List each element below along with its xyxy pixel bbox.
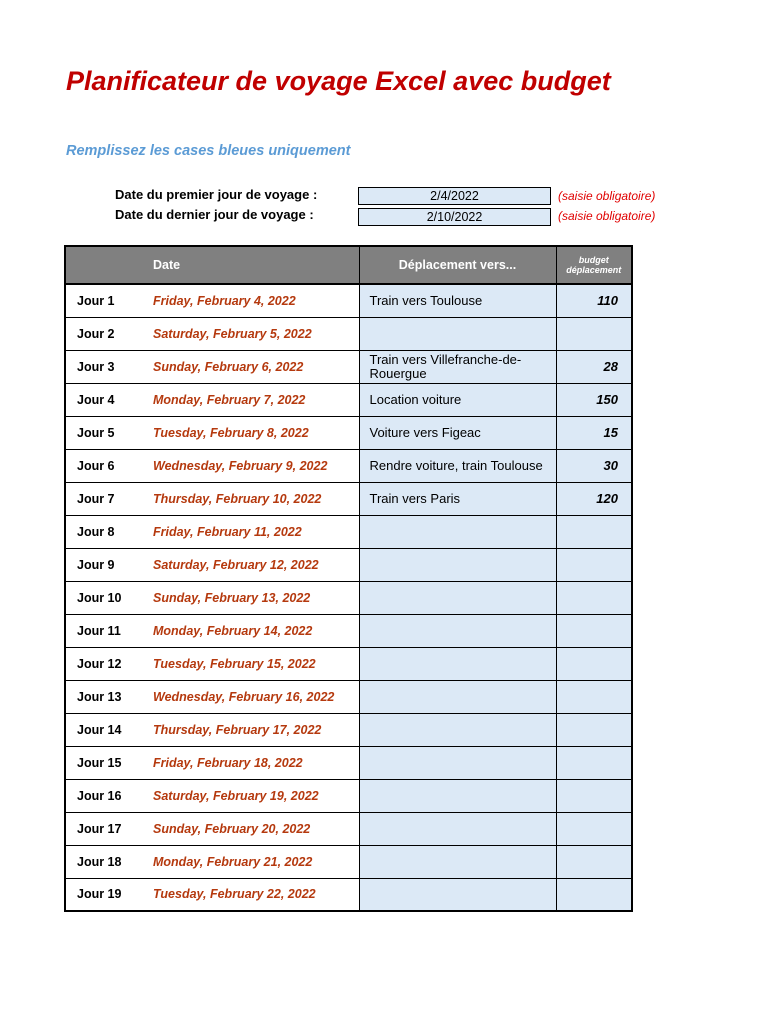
day-date-cell: [65, 284, 359, 317]
day-date: Tuesday, February 8, 2022: [153, 425, 309, 440]
day-date: Friday, February 18, 2022: [153, 755, 303, 770]
deplacement-input-cell[interactable]: Rendre voiture, train Toulouse: [359, 449, 556, 482]
end-date-input[interactable]: 2/10/2022: [358, 208, 551, 226]
budget-input-cell[interactable]: [556, 779, 632, 812]
day-date-cell: [65, 350, 359, 383]
day-date: Friday, February 11, 2022: [153, 524, 302, 539]
table-row: [65, 515, 632, 548]
day-date: Monday, February 14, 2022: [153, 623, 313, 638]
page-title: Planificateur de voyage Excel avec budget: [66, 66, 611, 96]
start-date-required-note: (saisie obligatoire): [558, 189, 656, 203]
day-number: Jour 11: [77, 623, 121, 638]
day-number: Jour 6: [77, 458, 115, 473]
day-date: Thursday, February 10, 2022: [153, 491, 322, 506]
budget-input-cell[interactable]: [556, 713, 632, 746]
table-row: [65, 317, 632, 350]
instructions-subtitle: Remplissez les cases bleues uniquement: [66, 143, 351, 159]
deplacement-input-cell[interactable]: Train vers Villefranche-de-Rouergue: [359, 350, 556, 383]
day-date: Friday, February 4, 2022: [153, 293, 296, 308]
day-number: Jour 1: [77, 293, 115, 308]
day-date: Monday, February 7, 2022: [153, 392, 306, 407]
deplacement-input-cell[interactable]: [359, 317, 556, 350]
day-date: Saturday, February 12, 2022: [153, 557, 319, 572]
table-row: [65, 845, 632, 878]
deplacement-input-cell[interactable]: [359, 713, 556, 746]
budget-input-cell[interactable]: [556, 515, 632, 548]
header-date: Date: [65, 246, 359, 284]
day-date-cell: [65, 383, 359, 416]
table-row: [65, 746, 632, 779]
budget-input-cell[interactable]: [556, 680, 632, 713]
day-date: Saturday, February 5, 2022: [153, 326, 312, 341]
day-date: Tuesday, February 15, 2022: [153, 656, 316, 671]
table-row: [65, 680, 632, 713]
day-date-cell: [65, 746, 359, 779]
day-number: Jour 16: [77, 788, 122, 803]
table-row: [65, 647, 632, 680]
day-number: Jour 19: [77, 887, 122, 902]
itinerary-table: [64, 245, 633, 912]
budget-input-cell[interactable]: 120: [556, 482, 632, 515]
deplacement-input-cell[interactable]: [359, 746, 556, 779]
day-date-cell: [65, 812, 359, 845]
deplacement-input-cell[interactable]: Train vers Paris: [359, 482, 556, 515]
table-header-row: [65, 246, 632, 284]
table-row: [65, 614, 632, 647]
day-date-cell: [65, 713, 359, 746]
deplacement-input-cell[interactable]: [359, 878, 556, 911]
table-row: [65, 350, 632, 383]
day-number: Jour 3: [77, 359, 115, 374]
day-number: Jour 4: [77, 392, 115, 407]
day-number: Jour 15: [77, 755, 122, 770]
day-date: Sunday, February 13, 2022: [153, 590, 311, 605]
day-date-cell: [65, 614, 359, 647]
deplacement-input-cell[interactable]: [359, 779, 556, 812]
budget-input-cell[interactable]: 150: [556, 383, 632, 416]
budget-input-cell[interactable]: 110: [556, 284, 632, 317]
day-date-cell: [65, 878, 359, 911]
budget-input-cell[interactable]: [556, 647, 632, 680]
day-date-cell: [65, 680, 359, 713]
day-number: Jour 7: [77, 491, 115, 506]
day-number: Jour 13: [77, 689, 122, 704]
day-date: Wednesday, February 16, 2022: [153, 689, 335, 704]
day-date-cell: [65, 416, 359, 449]
day-date-cell: [65, 482, 359, 515]
day-date-cell: [65, 548, 359, 581]
day-number: Jour 18: [77, 854, 122, 869]
day-date-cell: [65, 515, 359, 548]
day-number: Jour 14: [77, 722, 122, 737]
table-row: [65, 713, 632, 746]
table-row: [65, 779, 632, 812]
day-number: Jour 9: [77, 557, 115, 572]
day-date: Saturday, February 19, 2022: [153, 788, 319, 803]
budget-input-cell[interactable]: 15: [556, 416, 632, 449]
end-date-label: Date du dernier jour de voyage :: [115, 207, 314, 222]
header-budget: budget déplacement: [556, 246, 632, 284]
day-date-cell: [65, 449, 359, 482]
day-number: Jour 12: [77, 656, 122, 671]
day-date: Monday, February 21, 2022: [153, 854, 313, 869]
day-date: Sunday, February 6, 2022: [153, 359, 304, 374]
table-row: [65, 383, 632, 416]
day-number: Jour 8: [77, 524, 115, 539]
day-number: Jour 2: [77, 326, 115, 341]
deplacement-input-cell[interactable]: [359, 548, 556, 581]
budget-input-cell[interactable]: 28: [556, 350, 632, 383]
table-row: [65, 449, 632, 482]
header-deplacement: Déplacement vers...: [359, 246, 556, 284]
budget-input-cell[interactable]: [556, 581, 632, 614]
day-number: Jour 10: [77, 590, 122, 605]
day-number: Jour 17: [77, 821, 122, 836]
deplacement-input-cell[interactable]: [359, 812, 556, 845]
deplacement-input-cell[interactable]: [359, 614, 556, 647]
day-date-cell: [65, 647, 359, 680]
day-number: Jour 5: [77, 425, 115, 440]
budget-input-cell[interactable]: [556, 746, 632, 779]
budget-input-cell[interactable]: [556, 548, 632, 581]
table-row: [65, 482, 632, 515]
deplacement-input-cell[interactable]: [359, 581, 556, 614]
day-date: Wednesday, February 9, 2022: [153, 458, 328, 473]
day-date-cell: [65, 317, 359, 350]
deplacement-input-cell[interactable]: Voiture vers Figeac: [359, 416, 556, 449]
table-row: [65, 878, 632, 911]
day-date: Sunday, February 20, 2022: [153, 821, 311, 836]
table-row: [65, 416, 632, 449]
deplacement-input-cell[interactable]: Location voiture: [359, 383, 556, 416]
start-date-input[interactable]: 2/4/2022: [358, 187, 551, 205]
day-date: Thursday, February 17, 2022: [153, 722, 322, 737]
day-date-cell: [65, 779, 359, 812]
budget-input-cell[interactable]: [556, 878, 632, 911]
budget-input-cell[interactable]: [556, 317, 632, 350]
deplacement-input-cell[interactable]: Train vers Toulouse: [359, 284, 556, 317]
table-row: [65, 812, 632, 845]
budget-input-cell[interactable]: [556, 614, 632, 647]
deplacement-input-cell[interactable]: [359, 845, 556, 878]
deplacement-input-cell[interactable]: [359, 680, 556, 713]
budget-input-cell[interactable]: 30: [556, 449, 632, 482]
table-row: [65, 284, 632, 317]
deplacement-input-cell[interactable]: [359, 515, 556, 548]
day-date: Tuesday, February 22, 2022: [153, 887, 316, 902]
budget-input-cell[interactable]: [556, 845, 632, 878]
start-date-label: Date du premier jour de voyage :: [115, 187, 318, 202]
table-row: [65, 548, 632, 581]
table-row: [65, 581, 632, 614]
day-date-cell: [65, 845, 359, 878]
deplacement-input-cell[interactable]: [359, 647, 556, 680]
budget-input-cell[interactable]: [556, 812, 632, 845]
end-date-required-note: (saisie obligatoire): [558, 209, 656, 223]
day-date-cell: [65, 581, 359, 614]
